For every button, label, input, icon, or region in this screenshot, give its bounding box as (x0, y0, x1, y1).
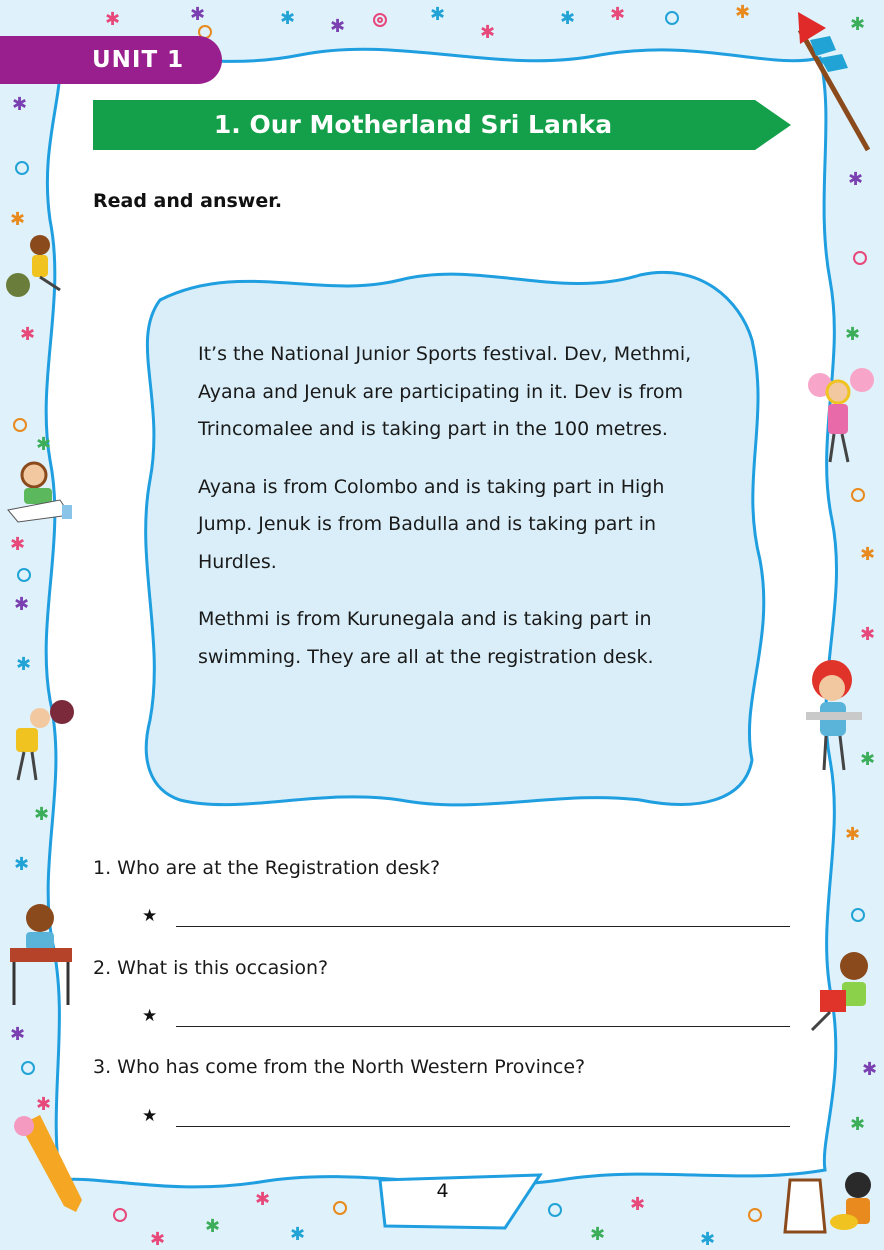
question-2: 2. What is this occasion? (93, 957, 329, 979)
lesson-title: 1. Our Motherland Sri Lanka (213, 110, 613, 139)
svg-text:✱: ✱ (560, 8, 576, 29)
svg-text:✱: ✱ (290, 1224, 306, 1245)
answer-rule (176, 926, 790, 927)
svg-text:✱: ✱ (205, 1216, 221, 1237)
lesson-title-banner (93, 100, 791, 150)
svg-text:✱: ✱ (860, 749, 876, 770)
instruction-text: Read and answer. (93, 190, 283, 212)
svg-text:✱: ✱ (10, 209, 26, 230)
svg-text:✱: ✱ (330, 16, 346, 37)
page-number (380, 1172, 540, 1228)
svg-text:✱: ✱ (10, 534, 26, 555)
svg-text:✱: ✱ (700, 1229, 716, 1250)
answer-line-1[interactable] (142, 906, 790, 932)
answer-rule (176, 1126, 790, 1127)
unit-label: UNIT 1 (0, 36, 222, 84)
svg-text:✱: ✱ (14, 854, 30, 875)
svg-text:✱: ✱ (590, 1224, 606, 1245)
svg-text:✱: ✱ (860, 624, 876, 645)
svg-text:✱: ✱ (36, 434, 52, 455)
page-number-text: 4 (436, 1180, 449, 1202)
story-paragraph: Methmi is from Kurunegala and is taking part in swimming. They are all at the registration desk. (198, 608, 654, 668)
svg-text:✱: ✱ (34, 804, 50, 825)
svg-text:✱: ✱ (630, 1194, 646, 1215)
svg-text:✱: ✱ (190, 4, 206, 25)
svg-text:✱: ✱ (14, 594, 30, 615)
question-3: 3. Who has come from the North Western Province? (93, 1056, 586, 1078)
svg-text:✱: ✱ (12, 94, 28, 115)
answer-line-2[interactable] (142, 1006, 790, 1032)
kid-running-icon (6, 235, 60, 297)
svg-text:✱: ✱ (16, 654, 32, 675)
svg-text:✱: ✱ (20, 324, 36, 345)
svg-text:✱: ✱ (735, 2, 751, 23)
svg-text:✱: ✱ (36, 1094, 52, 1115)
answer-line-3[interactable] (142, 1106, 790, 1132)
story-paragraph: It’s the National Junior Sports festival. Dev, Methmi, Ayana and Jenuk are participating in it. Dev is from Trincomalee and is taking part in the 100 metres. (198, 343, 692, 440)
svg-text:✱: ✱ (150, 1229, 166, 1250)
question-1: 1. Who are at the Registration desk? (93, 857, 441, 879)
svg-text:✱: ✱ (280, 8, 296, 29)
svg-text:✱: ✱ (845, 324, 861, 345)
star-bullet-icon: ★ (142, 1006, 158, 1026)
svg-text:✱: ✱ (850, 14, 866, 35)
svg-text:✱: ✱ (860, 544, 876, 565)
svg-text:✱: ✱ (845, 824, 861, 845)
svg-text:✱: ✱ (480, 22, 496, 43)
svg-text:✱: ✱ (10, 1024, 26, 1045)
svg-text:✱: ✱ (105, 9, 121, 30)
svg-text:✱: ✱ (255, 1189, 271, 1210)
star-bullet-icon: ★ (142, 906, 158, 926)
girl-painting-icon (785, 1172, 871, 1232)
story-paragraph: Ayana is from Colombo and is taking part in High Jump. Jenuk is from Badulla and is taking part in Hurdles. (198, 475, 665, 573)
svg-text:✱: ✱ (430, 4, 446, 25)
svg-text:✱: ✱ (850, 1114, 866, 1135)
answer-rule (176, 1026, 790, 1027)
svg-text:✱: ✱ (862, 1059, 878, 1080)
svg-text:✱: ✱ (610, 4, 626, 25)
star-bullet-icon: ★ (142, 1106, 158, 1126)
story-passage (198, 336, 698, 696)
svg-text:✱: ✱ (848, 169, 864, 190)
